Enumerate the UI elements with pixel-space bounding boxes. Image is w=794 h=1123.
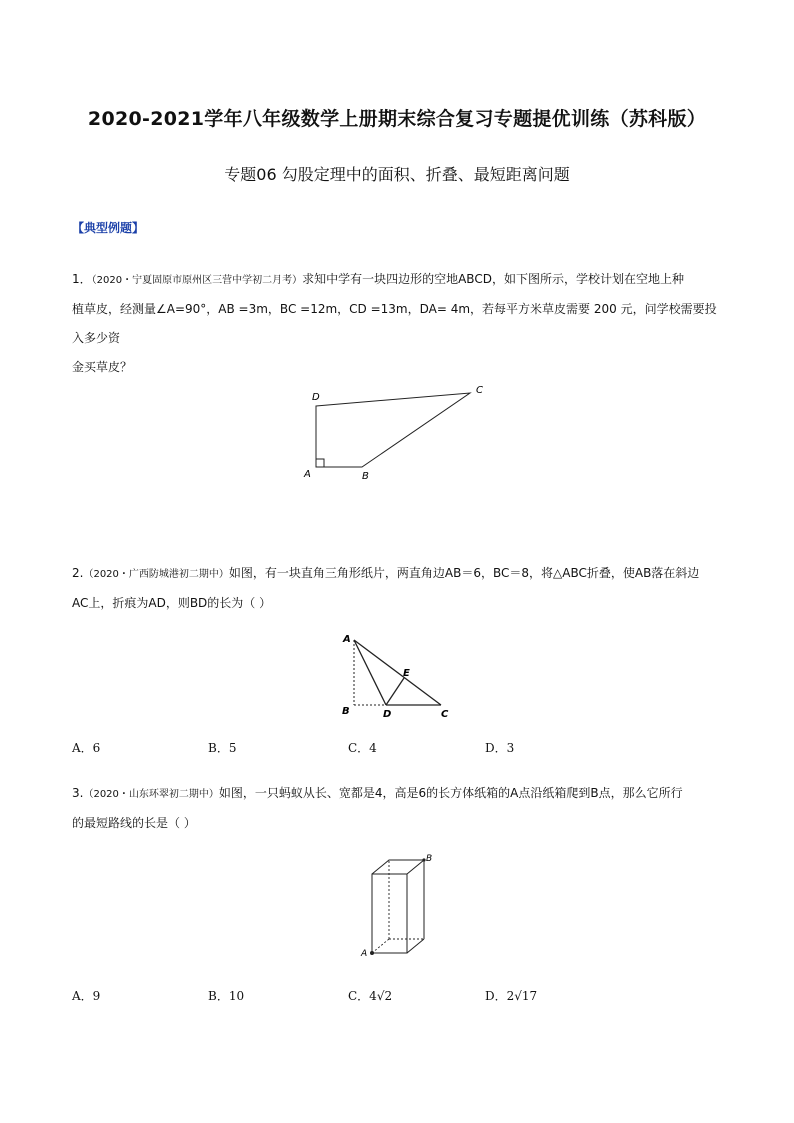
question-3-option-a[interactable]: A．9: [72, 989, 101, 1003]
question-2: [72, 559, 724, 618]
question-2-option-d[interactable]: D．3: [485, 741, 515, 755]
question-3-number: 3.: [72, 786, 84, 800]
question-1-source: （2020・宁夏固原市原州区三营中学初二月考）: [91, 275, 303, 286]
question-1-line-3: 金买草皮？: [72, 360, 133, 374]
figure-2-label-e: E: [403, 668, 410, 679]
question-3-line-1: [72, 779, 724, 809]
question-1: [72, 265, 724, 382]
question-2-option-b[interactable]: B．5: [208, 741, 237, 755]
figure-2-label-b: B: [342, 706, 350, 717]
question-1-text-1: 求知中学有一块四边形的空地ABCD，如下图所示，学校计划在空地上种: [302, 272, 684, 286]
question-3-option-d[interactable]: D．2√17: [485, 989, 538, 1003]
figure-1-label-b: B: [362, 471, 369, 482]
figure-2-label-a: A: [343, 634, 351, 645]
question-3-figure: [355, 850, 440, 960]
document-title: 2020-2021学年八年级数学上册期末综合复习专题提优训练（苏科版）: [87, 108, 707, 130]
question-1-figure: [300, 380, 500, 485]
figure-1-label-c: C: [476, 385, 483, 396]
question-2-figure: [335, 628, 465, 723]
figure-1-label-a: A: [304, 469, 311, 480]
question-1-line-2: 植草皮，经测量∠A=90°，AB =3m，BC =12m，CD =13m，DA= 4m，若每平方米草皮需要 200 元，问学校需要投入多少资: [72, 302, 717, 345]
document-subtitle: 专题06 勾股定理中的面积、折叠、最短距离问题: [224, 165, 570, 184]
question-3: [72, 779, 724, 838]
figure-2-label-d: D: [383, 709, 392, 720]
question-3-option-c[interactable]: C．4√2: [348, 989, 393, 1003]
question-2-line-2: AC上，折痕为AD，则BD的长为（ ）: [72, 596, 272, 610]
question-3-line-2: 的最短路线的长是（ ）: [72, 816, 196, 830]
question-2-number: 2.: [72, 566, 84, 580]
question-3-option-b[interactable]: B．10: [208, 989, 245, 1003]
figure-3-label-a: A: [361, 949, 368, 959]
section-label: 【典型例题】: [72, 221, 145, 235]
figure-2-label-c: C: [441, 709, 449, 720]
figure-1-label-d: D: [312, 392, 320, 403]
figure-3-label-b: B: [426, 854, 433, 864]
question-2-option-c[interactable]: C．4: [348, 741, 377, 755]
question-3-text-1: 如图，一只蚂蚁从长、宽都是4，高是6的长方体纸箱的A点沿纸箱爬到B点，那么它所行: [218, 786, 683, 800]
question-2-line-1: [72, 559, 724, 589]
question-2-source: （2020・广西防城港初二期中）: [83, 569, 229, 580]
question-3-source: （2020・山东环翠初二期中）: [83, 789, 219, 800]
question-2-text-1: 如图，有一块直角三角形纸片，两直角边AB＝6，BC＝8，将△ABC折叠，使AB落在斜边: [228, 566, 700, 580]
question-2-option-a[interactable]: A．6: [72, 741, 101, 755]
question-1-line-1: [72, 265, 724, 295]
question-1-number: 1．: [72, 272, 92, 286]
